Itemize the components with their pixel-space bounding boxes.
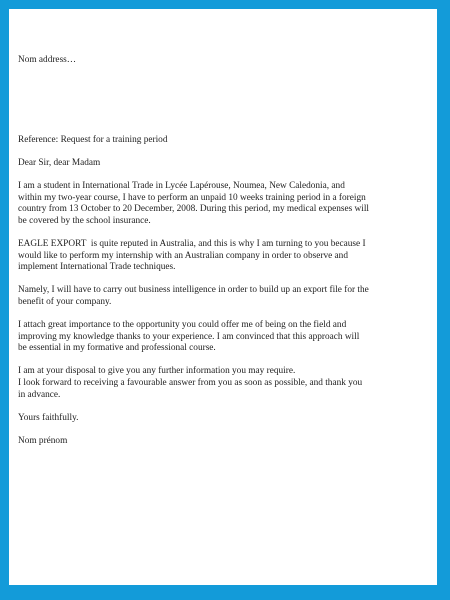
signature: Nom prénom [18, 436, 68, 447]
paragraph-1 [18, 181, 431, 227]
paragraph-3 [18, 285, 431, 308]
paragraph-line: I attach great importance to the opportunity you could offer me of being on the field and [18, 320, 347, 331]
letter-page [9, 9, 437, 585]
paragraph-line: I am at your disposal to give you any further information you may require. [18, 366, 296, 377]
paragraph-4 [18, 320, 431, 355]
paragraph-5 [18, 366, 431, 401]
paragraph-line: be essential in my formative and professional course. [18, 343, 216, 354]
paragraph-2 [18, 239, 431, 274]
closing: Yours faithfully. [18, 412, 79, 423]
sender-address: Nom address… [18, 55, 77, 65]
paragraph-line: in advance. [18, 389, 61, 400]
paragraph-line: within my two-year course, I have to perform an unpaid 10 weeks training period in a foreign [18, 192, 366, 203]
paragraph-line: be covered by the school insurance. [18, 215, 151, 226]
paragraph-line: improving my knowledge thanks to your experience. I am convinced that this approach will [18, 331, 360, 342]
paragraph-line: I am a student in International Trade in Lycée Lapérouse, Noumea, New Caledonia, and [18, 180, 345, 191]
paragraph-line: would like to perform my internship with an Australian company in order to observe and [18, 250, 348, 261]
address-spacer [18, 67, 431, 135]
salutation: Dear Sir, dear Madam [18, 157, 101, 168]
paragraph-line: EAGLE EXPORT is quite reputed in Australia, and this is why I am turning to you because I [18, 238, 366, 249]
paragraph-line: I look forward to receiving a favourable answer from you as soon as possible, and thank you [18, 378, 363, 389]
reference-line: Reference: Request for a training period [18, 134, 168, 145]
paragraph-line: country from 13 October to 20 December, 2008. During this period, my medical expenses will [18, 204, 370, 215]
paragraph-line: Namely, I will have to carry out business intelligence in order to build up an export file for the [18, 285, 369, 296]
paragraph-line: implement International Trade techniques. [18, 262, 176, 273]
paragraph-line: benefit of your company. [18, 296, 112, 307]
